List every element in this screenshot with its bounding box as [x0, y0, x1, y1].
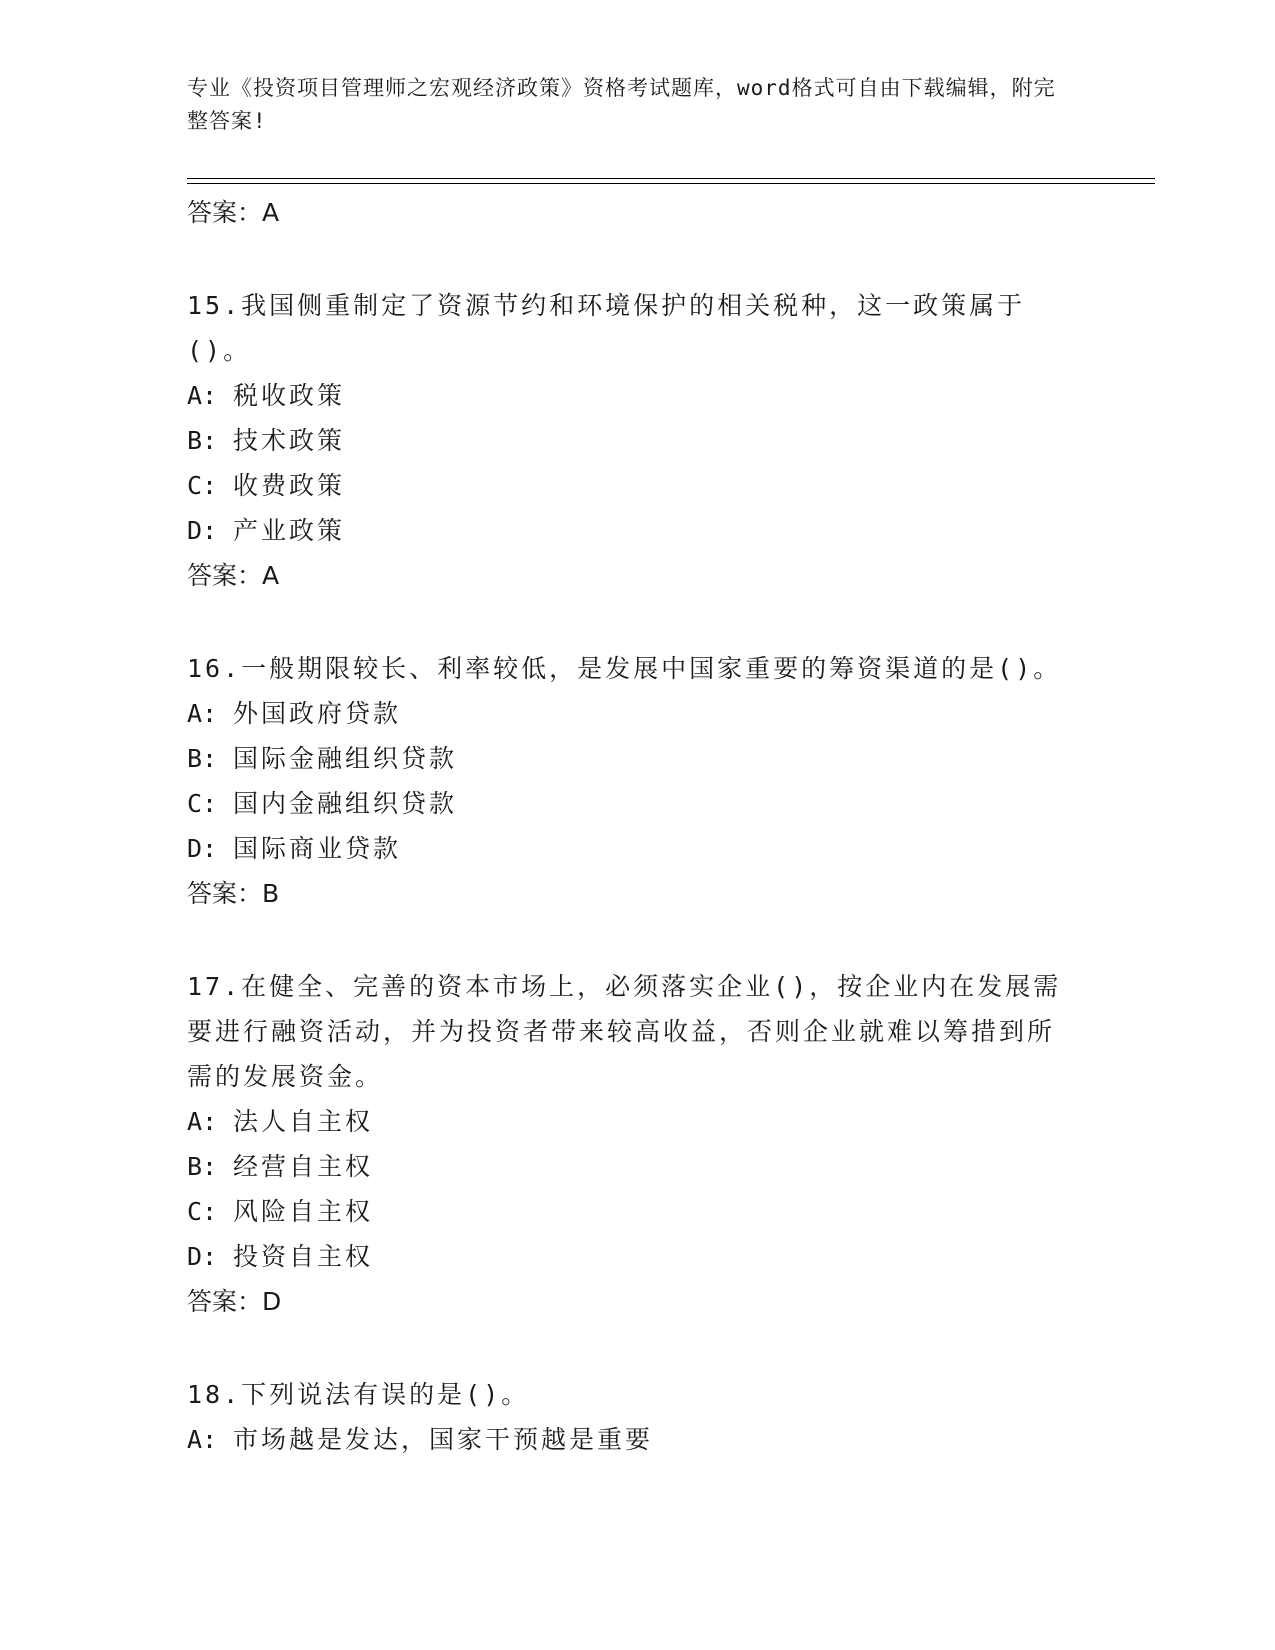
- option-label: C:: [187, 1197, 218, 1226]
- option-label: B:: [187, 426, 218, 455]
- option-text: 国际金融组织贷款: [233, 744, 458, 773]
- option-b: [187, 1144, 1087, 1189]
- previous-answer: 答案：A: [187, 198, 280, 227]
- option-text: 风险自主权: [233, 1197, 374, 1226]
- question-stem: 15.我国侧重制定了资源节约和环境保护的相关税种，这一政策属于()。: [187, 291, 1026, 365]
- question-stem: 18.下列说法有误的是()。: [187, 1380, 530, 1409]
- option-b: [187, 736, 1087, 781]
- option-a: [187, 1417, 1087, 1462]
- page-header: 专业《投资项目管理师之宏观经济政策》资格考试题库，word格式可自由下载编辑，附完整答案!: [187, 76, 1056, 133]
- option-text: 法人自主权: [233, 1107, 374, 1136]
- option-text: 国际商业贷款: [233, 834, 402, 863]
- option-d: [187, 508, 1087, 553]
- option-text: 投资自主权: [233, 1242, 374, 1271]
- option-label: D:: [187, 516, 218, 545]
- question-stem: 16.一般期限较长、利率较低，是发展中国家重要的筹资渠道的是()。: [187, 654, 1062, 683]
- option-label: A:: [187, 1425, 218, 1454]
- option-text: 技术政策: [233, 426, 346, 455]
- option-text: 外国政府贷款: [233, 699, 402, 728]
- option-label: C:: [187, 789, 218, 818]
- option-a: [187, 1099, 1087, 1144]
- option-text: 税收政策: [233, 381, 346, 410]
- option-text: 产业政策: [233, 516, 346, 545]
- option-label: A:: [187, 1107, 218, 1136]
- question-answer: 答案：A: [187, 561, 280, 590]
- option-text: 收费政策: [233, 471, 346, 500]
- option-label: B:: [187, 744, 218, 773]
- option-c: [187, 1189, 1087, 1234]
- option-d: [187, 826, 1087, 871]
- option-a: [187, 373, 1087, 418]
- question-answer: 答案：B: [187, 879, 280, 908]
- option-label: A:: [187, 381, 218, 410]
- content-area: [187, 190, 1087, 1462]
- question-answer: 答案：D: [187, 1287, 282, 1316]
- option-label: C:: [187, 471, 218, 500]
- option-label: A:: [187, 699, 218, 728]
- option-c: [187, 463, 1087, 508]
- option-text: 国内金融组织贷款: [233, 789, 458, 818]
- option-a: [187, 691, 1087, 736]
- question-18: [187, 1372, 1087, 1462]
- option-label: D:: [187, 834, 218, 863]
- header-rule-bottom: [187, 183, 1155, 184]
- option-text: 市场越是发达，国家干预越是重要: [233, 1425, 654, 1454]
- option-label: D:: [187, 1242, 218, 1271]
- question-15: [187, 283, 1087, 598]
- option-text: 经营自主权: [233, 1152, 374, 1181]
- option-label: B:: [187, 1152, 218, 1181]
- question-16: [187, 646, 1087, 916]
- option-b: [187, 418, 1087, 463]
- header-rule-top: [187, 178, 1155, 179]
- question-stem: 17.在健全、完善的资本市场上，必须落实企业()，按企业内在发展需要进行融资活动，并为投资者带来较高收益，否则企业就难以筹措到所需的发展资金。: [187, 972, 1062, 1091]
- question-17: [187, 964, 1087, 1324]
- option-c: [187, 781, 1087, 826]
- option-d: [187, 1234, 1087, 1279]
